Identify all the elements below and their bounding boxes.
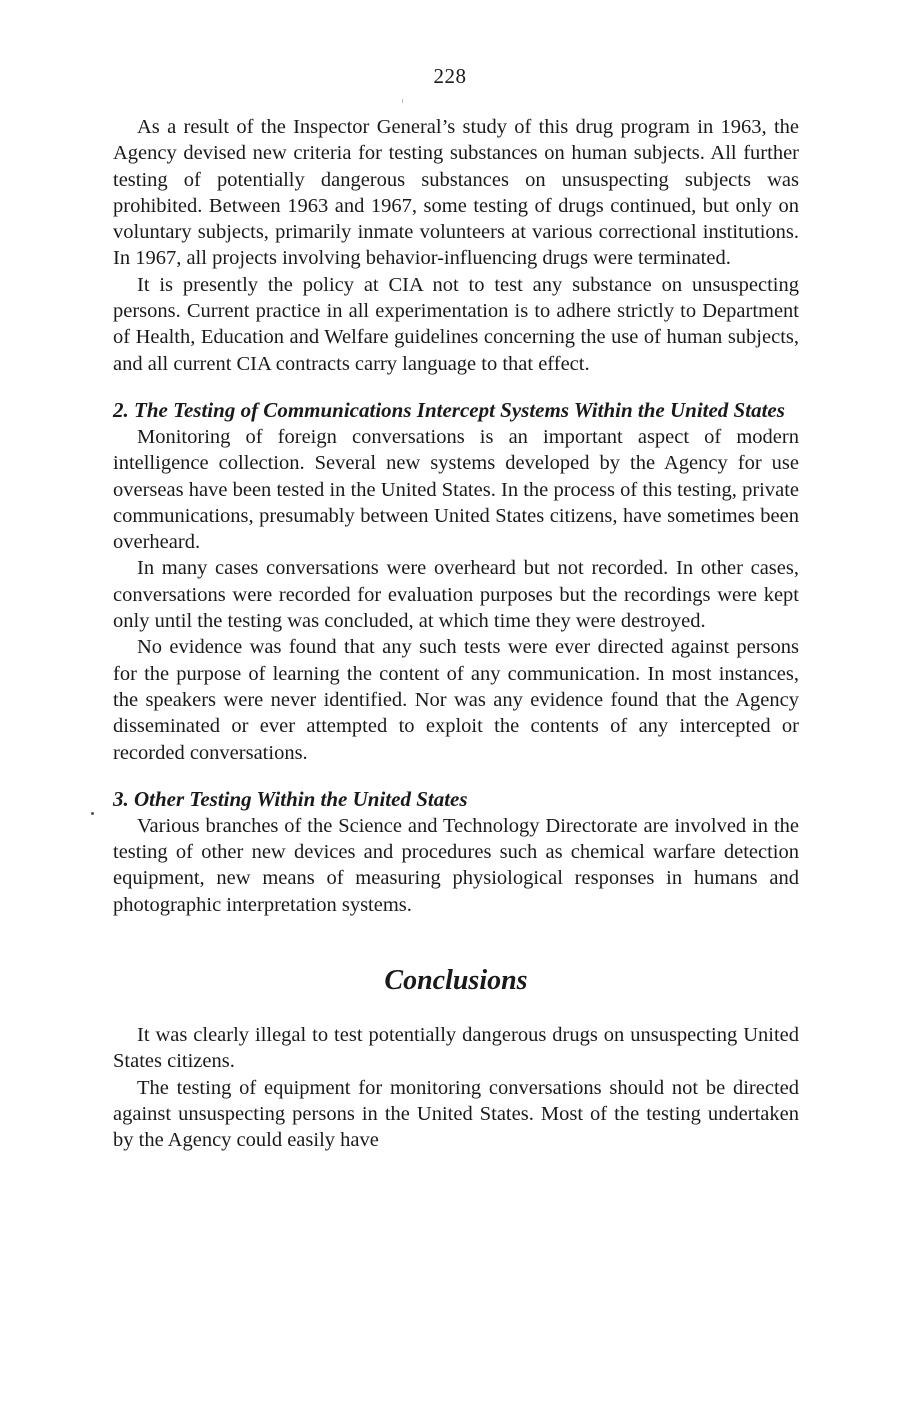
section-heading-2: 2. The Testing of Communications Intercept Systems Within the United States (113, 397, 785, 422)
paragraph-intro-2: It is presently the policy at CIA not to test any substance on unsuspecting persons. Current practice in all experimentation is to adhere strictly to Department of Health, Education and Welfare guidelines concerning the use of human subjects, and all current CIA contracts carry language to that effect. (113, 273, 799, 375)
section-3-paragraph-1: Various branches of the Science and Technology Directorate are involved in the testing of other new devices and procedures such as chemical warfare detection equipment, new means of measuring physiological responses in humans and photographic interpretation systems. (113, 814, 799, 916)
conclusions-paragraph-2: The testing of equipment for monitoring conversations should not be directed against unsuspecting persons in the United States. Most of the testing undertaken by the Agency could easily have (113, 1076, 799, 1152)
section-2-paragraph-1: Monitoring of foreign conversations is an important aspect of modern intelligence collection. Several new systems developed by the Agency for use overseas have been tested in the United States. In the process of this testing, private communications, presumably between United States citizens, have sometimes been overheard. (113, 425, 799, 554)
scan-speck (91, 812, 94, 815)
paragraph-intro-1: As a result of the Inspector General’s study of this drug program in 1963, the Agency devised new criteria for testing substances on human subjects. All further testing of potentially dangerous substances on unsuspecting subjects was prohibited. Between 1963 and 1967, some testing of drugs continued, but only on voluntary subjects, primarily inmate volunteers at various correctional institutions. In 1967, all projects involving behavior-influencing drugs were terminated. (113, 116, 799, 270)
scan-mark (402, 99, 403, 103)
section-2-paragraph-2: In many cases conversations were overheard but not recorded. In other cases, conversations were recorded for evaluation purposes but the recordings were kept only until the testing was concluded, at which time they were destroyed. (113, 557, 799, 633)
page-number: 228 (433, 64, 467, 88)
body-text (113, 114, 799, 1154)
section-2-paragraph-3: No evidence was found that any such tests were ever directed against persons for the purpose of learning the content of any communication. In most instances, the speakers were never identified. Nor was any evidence found that the Agency disseminated or ever attempted to exploit the contents of any intercepted or recorded conversations. (113, 636, 799, 764)
conclusions-title: Conclusions (384, 965, 528, 997)
conclusions-paragraph-1: It was clearly illegal to test potentially dangerous drugs on unsuspecting United States citizens. (113, 1024, 799, 1073)
section-heading-3: 3. Other Testing Within the United States (113, 786, 468, 811)
